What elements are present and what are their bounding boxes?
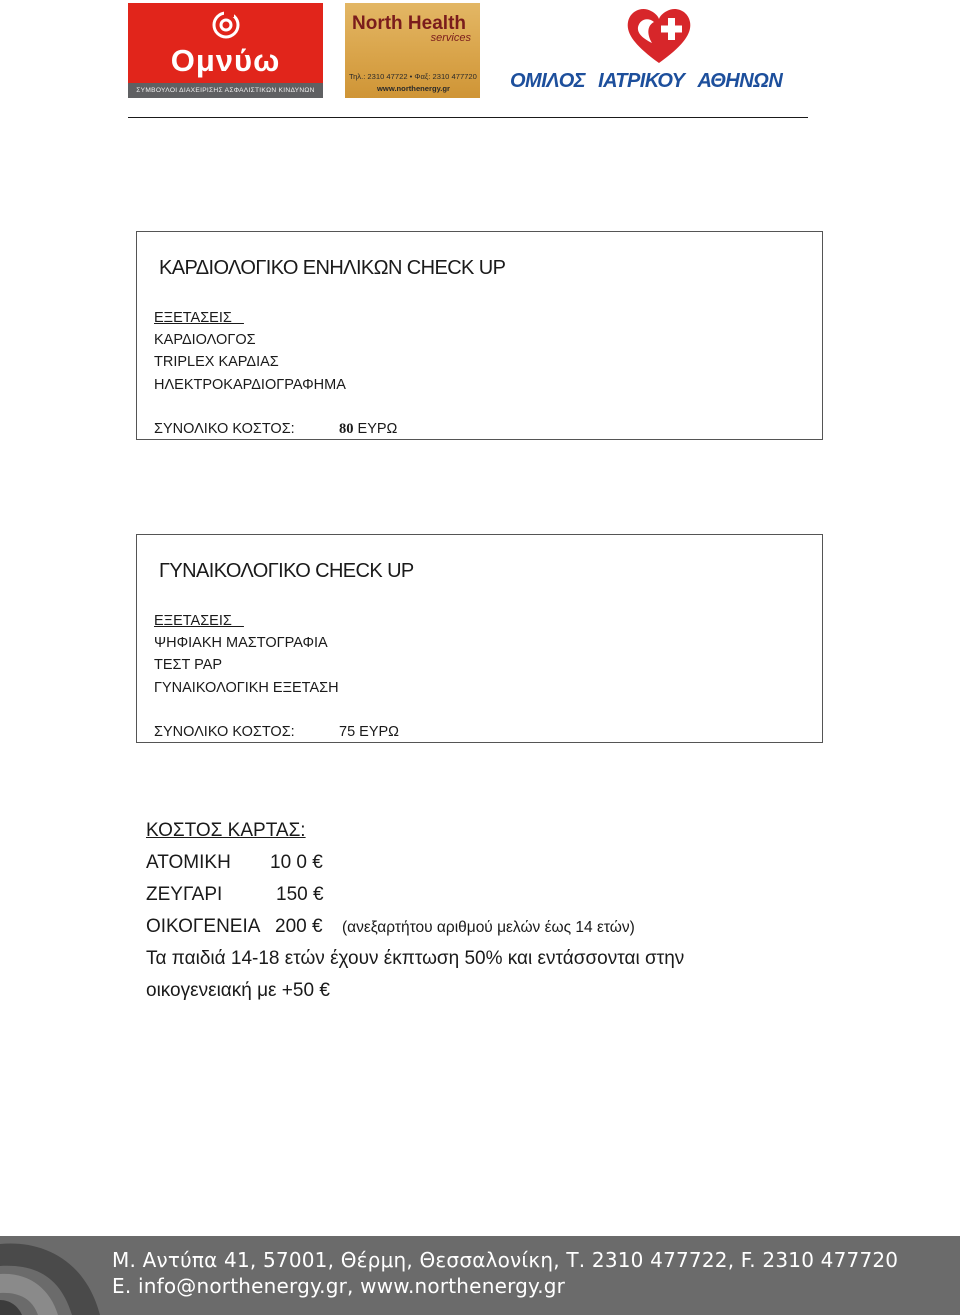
omnyo-logo	[128, 3, 323, 98]
group-word-3: ΑΘΗΝΩΝ	[697, 70, 783, 92]
total-cost-label: ΣΥΝΟΛΙΚΟ ΚΟΣΤΟΣ:	[154, 724, 295, 740]
card-type-label: ΟΙΚΟΓΕΝΕΙΑ	[146, 916, 261, 937]
card-type-label: ΖΕΥΓΑΡΙ	[146, 884, 223, 905]
footer-address: Μ. Αντύπα 41, 57001, Θέρμη, Θεσσαλονίκη, Τ. 2310 477722, F. 2310 477720	[112, 1248, 899, 1272]
card-costs-title: ΚΟΣΤΟΣ ΚΑΡΤΑΣ:	[146, 820, 306, 841]
exams-header: ΕΞΕΤΑΣΕΙΣ	[154, 613, 244, 629]
north-health-sub: services	[430, 32, 471, 44]
children-discount-note-cont: οικογενειακή με +50 €	[146, 980, 330, 1001]
omnyo-swirl-icon	[212, 11, 240, 39]
card-type-label: ΑΤΟΜΙΚΗ	[146, 852, 231, 873]
group-word-1: ΟΜΙΛΟΣ	[510, 70, 586, 92]
total-cost-currency: ΕΥΡΩ	[353, 421, 398, 437]
group-logo-text	[510, 70, 810, 93]
card-cost-row	[146, 884, 324, 906]
card-cost-row	[146, 916, 635, 938]
exam-item: ΚΑΡΔΙΟΛΟΓΟΣ	[154, 332, 256, 348]
footer-contact: E. info@northenergy.gr, www.northenergy.gr	[112, 1274, 566, 1298]
card-price: 200 €	[275, 916, 323, 937]
heart-cross-icon	[624, 5, 694, 67]
card-price: 150 €	[276, 884, 324, 905]
exam-item: ΓΥΝΑΙΚΟΛΟΓΙΚΗ ΕΞΕΤΑΣΗ	[154, 680, 339, 696]
total-cost-label: ΣΥΝΟΛΙΚΟ ΚΟΣΤΟΣ:	[154, 421, 295, 437]
exam-item: ΗΛΕΚΤΡΟΚΑΡΔΙΟΓΡΑΦΗΜΑ	[154, 377, 346, 393]
package-box-gynecology	[136, 534, 823, 743]
footer	[0, 1236, 960, 1315]
package-title: ΚΑΡΔΙΟΛΟΓΙΚΟ ΕΝΗΛΙΚΩΝ CHECK UP	[159, 257, 506, 279]
exam-item: TRIPLEX ΚΑΡΔΙΑΣ	[154, 354, 279, 370]
exams-header: ΕΞΕΤΑΣΕΙΣ	[154, 310, 244, 326]
card-price-note: (ανεξαρτήτου αριθμού μελών έως 14 ετών)	[342, 919, 635, 936]
north-health-name: North Health	[352, 13, 466, 34]
total-cost-value	[339, 421, 397, 438]
package-box-cardiology	[136, 231, 823, 440]
total-cost-amount: 75	[339, 724, 356, 740]
exam-item: ΨΗΦΙΑΚΗ ΜΑΣΤΟΓΡΑΦΙΑ	[154, 635, 328, 651]
exam-item: ΤΕΣΤ PAP	[154, 657, 223, 673]
card-price: 10 0 €	[270, 852, 323, 873]
card-cost-row	[146, 852, 323, 874]
omnyo-logo-name: Ομνύω	[170, 43, 281, 78]
package-title: ΓΥΝΑΙΚΟΛΟΓΙΚΟ CHECK UP	[159, 560, 414, 582]
total-cost-value	[339, 724, 399, 740]
north-health-logo	[345, 3, 480, 98]
north-health-phones: Τηλ.: 2310 47722 • Φαξ: 2310 477720	[349, 72, 477, 81]
north-health-web: www.northenergy.gr	[377, 84, 450, 93]
total-cost-amount: 80	[339, 421, 354, 437]
header-divider	[128, 117, 808, 118]
omnyo-logo-tagline: ΣΥΜΒΟΥΛΟΙ ΔΙΑΧΕΙΡΙΣΗΣ ΑΣΦΑΛΙΣΤΙΚΩΝ ΚΙΝΔΥΝΩΝ	[128, 83, 323, 98]
total-cost-currency: ΕΥΡΩ	[355, 724, 400, 740]
group-word-2: ΙΑΤΡΙΚΟΥ	[598, 70, 685, 92]
children-discount-note: Τα παιδιά 14-18 ετών έχουν έκπτωση 50% και εντάσσονται στην	[146, 948, 685, 969]
